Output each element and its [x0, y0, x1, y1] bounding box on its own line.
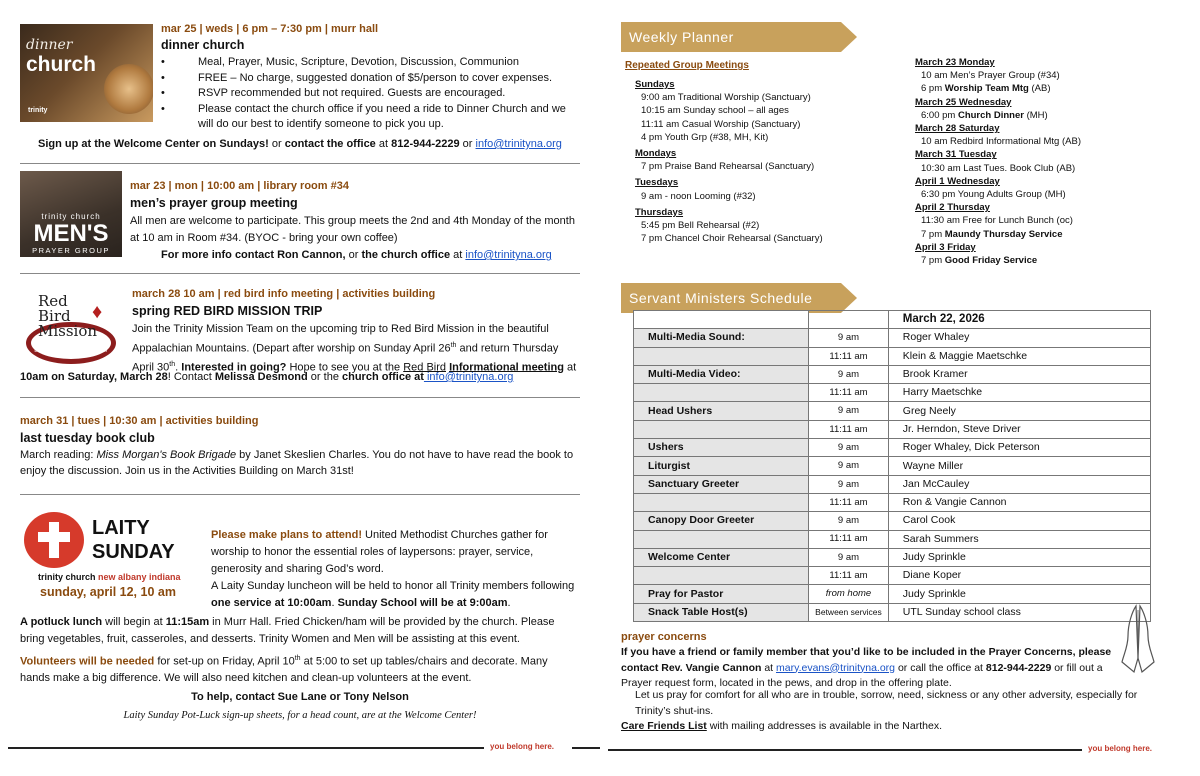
- list-item: • FREE – No charge, suggested donation of $5/person to cover expenses.: [161, 71, 581, 87]
- red-bird-logo-text: Red Bird Mission: [38, 292, 98, 340]
- day-group: Sundays 9:00 am Traditional Worship (Sanctuary) 10:15 am Sunday school – all ages 11:11 am Casual Worship (Sanctuary) 4 pm Youth Grp (#38, MH, Kit): [635, 79, 811, 143]
- event-item: 10:30 am Last Tues. Book Club (AB): [921, 162, 1076, 174]
- servant-ministers-banner: Servant Ministers Schedule: [621, 283, 841, 313]
- schedule-time: 9 am: [809, 365, 889, 383]
- servant-schedule-table: [633, 310, 1151, 622]
- prayer-title: prayer concerns: [621, 631, 707, 643]
- table-row: [634, 384, 1151, 402]
- dinner-logo-brand: trinity: [28, 107, 48, 114]
- footer-rule: [8, 747, 484, 749]
- redbird-contact: 10am on Saturday, March 28! Contact Melissa Desmond or the church office at info@trinityna.org: [20, 371, 514, 383]
- schedule-time: Between services: [809, 603, 889, 621]
- email-link[interactable]: info@trinityna.org: [465, 249, 552, 261]
- day-group: Thursdays 5:45 pm Bell Rehearsal (#2) 7 pm Chancel Choir Rehearsal (Sanctuary): [635, 206, 823, 245]
- table-row: [634, 493, 1151, 511]
- laity-volunteers: Volunteers will be needed for set-up on Friday, April 10th at 5:00 to set up tables/chairs and decorate. Many hands make a big difference. We will also need kitchen and clean-up volunteers at the event.: [20, 655, 548, 685]
- repeated-meetings-title: Repeated Group Meetings: [625, 60, 749, 71]
- laity-potluck: A potluck lunch will begin at 11:15am in Murr Hall. Fried Chicken/ham will be provided by the church. Please bring vegetables, fruit, casseroles, and desserts. Trinity Women and Men will be assisting at this event.: [20, 616, 555, 645]
- table-row: [634, 457, 1151, 475]
- mens-logo-bottom: PRAYER GROUP: [32, 246, 110, 256]
- dinner-logo-small: dinner: [26, 37, 73, 53]
- dinner-signup: Sign up at the Welcome Center on Sundays! or contact the office at 812-944-2229 or info@trinityna.org: [38, 138, 562, 150]
- mens-logo-top: trinity church: [41, 212, 101, 221]
- mens-header: mar 23 | mon | 10:00 am | library room #34: [130, 180, 349, 192]
- table-row: [634, 512, 1151, 530]
- schedule-name: Jan McCauley: [888, 475, 1150, 493]
- table-row: [634, 329, 1151, 347]
- event-item: 6:30 pm Young Adults Group (MH): [921, 189, 1066, 201]
- dinner-church-logo: [20, 24, 153, 122]
- red-bird-ring-text: Building on a Legacy of Faith: [34, 348, 108, 354]
- schedule-time: 9 am: [809, 457, 889, 475]
- schedule-name: Judy Sprinkle: [888, 548, 1150, 566]
- dated-events-list: March 23 Monday 10 am Men’s Prayer Group (#34) 6 pm Worship Team Mtg (AB) March 25 Wednesday 6:00 pm Church Dinner (MH) March 28 Saturday 10 am Redbird Informational Mtg (AB) March 31 Tuesday 10:30 am Last Tues. Book Club (AB) April 1 Wednesday 6:30 pm Young Adults Group (MH) April 2 Thursday 11:30 am Free for Lunch Bunch (oc) 7 pm Maundy Thursday Service April 3 Friday 7 pm Good Friday Service: [915, 56, 1185, 267]
- schedule-name: Brook Kramer: [888, 365, 1150, 383]
- table-row: [634, 567, 1151, 585]
- footer-tagline: you belong here.: [1088, 744, 1153, 753]
- day-group: Mondays 7 pm Praise Band Rehearsal (Sanctuary): [635, 148, 815, 173]
- redbird-body: Join the Trinity Mission Team on the upcoming trip to Red Bird Mission in the beautiful Appalachian Mountains. (Depart after worship on Sunday April 26th and return Thursday April 30th. Interested in going? Hope to see you at the Red Bird Informational meeting at: [132, 323, 577, 374]
- schedule-role: Liturgist: [634, 457, 809, 475]
- schedule-role: Canopy Door Greeter: [634, 512, 809, 530]
- schedule-name: Judy Sprinkle: [888, 585, 1150, 603]
- laity-contact: To help, contact Sue Lane or Tony Nelson: [191, 691, 409, 703]
- laity-church: trinity church new albany indiana: [38, 572, 181, 582]
- bookclub-title: last tuesday book club: [20, 431, 155, 445]
- schedule-time: 11:11 am: [809, 384, 889, 402]
- dinner-bullets: [161, 55, 581, 133]
- footer-rule: [572, 747, 600, 749]
- email-link[interactable]: info@trinityna.org: [423, 371, 514, 383]
- laity-logo-text: LAITY SUNDAY: [92, 517, 175, 563]
- schedule-time: 11:11 am: [809, 530, 889, 548]
- laity-sunday-logo: [22, 510, 204, 576]
- table-row: [634, 347, 1151, 365]
- schedule-role: [634, 384, 809, 402]
- dinner-header: mar 25 | weds | 6 pm – 7:30 pm | murr hall: [161, 23, 379, 35]
- schedule-role: Ushers: [634, 439, 809, 457]
- table-row: [634, 420, 1151, 438]
- schedule-role: Multi-Media Sound:: [634, 329, 809, 347]
- schedule-role: Sanctuary Greeter: [634, 475, 809, 493]
- divider: [20, 494, 580, 495]
- redbird-title: spring RED BIRD MISSION TRIP: [132, 304, 323, 318]
- schedule-role: Welcome Center: [634, 548, 809, 566]
- red-bird-logo: [22, 292, 120, 366]
- mens-contact: For more info contact Ron Cannon, or the church office at info@trinityna.org: [161, 249, 552, 261]
- red-bird-link[interactable]: Red Bird: [403, 361, 446, 374]
- divider: [20, 397, 580, 398]
- event-item: 7 pm Good Friday Service: [921, 255, 1038, 267]
- table-row: [634, 365, 1151, 383]
- laity-note: Laity Sunday Pot-Luck sign-up sheets, for a head count, are at the Welcome Center!: [123, 710, 477, 721]
- email-link[interactable]: info@trinityna.org: [475, 138, 562, 150]
- event-item: 10 am Men’s Prayer Group (#34): [921, 70, 1060, 82]
- table-row: [634, 548, 1151, 566]
- footer-tagline: you belong here.: [490, 742, 555, 751]
- schedule-role: Multi-Media Video:: [634, 365, 809, 383]
- info-meeting-link[interactable]: Informational meeting: [449, 361, 564, 374]
- care-friends-line: Care Friends List with mailing addresses is available in the Narthex.: [621, 720, 942, 732]
- schedule-name: Jr. Herndon, Steve Driver: [888, 420, 1150, 438]
- laity-plans: Please make plans to attend! United Methodist Churches gather for worship to honor the essential roles of laypersons: prayer, service, generosity and sharing God’s word.: [211, 529, 548, 575]
- event-item: 10 am Redbird Informational Mtg (AB): [921, 136, 1081, 148]
- mens-title: men’s prayer group meeting: [130, 196, 298, 210]
- laity-date: sunday, april 12, 10 am: [40, 585, 176, 599]
- footer-rule: [608, 749, 1082, 751]
- table-row: [634, 402, 1151, 420]
- prayer-body: If you have a friend or family member that you’d like to be included in the Prayer Concerns, please contact Rev. Vangie Cannon at mary.evans@trinityna.org or call the office at 812-944-2229 or fill out a Prayer request form, located in the pews, and drop in the offering plate.: [621, 646, 1112, 689]
- schedule-time: 9 am: [809, 475, 889, 493]
- schedule-role: [634, 347, 809, 365]
- list-item: • Meal, Prayer, Music, Scripture, Devotion, Discussion, Communion: [161, 55, 581, 71]
- table-row: [634, 475, 1151, 493]
- schedule-time: 9 am: [809, 512, 889, 530]
- schedule-name: Diane Koper: [888, 567, 1150, 585]
- bookclub-body: March reading: Miss Morgan's Book Brigade by Janet Skeslien Charles. You do not have to have read the book to enjoy the discussion. Join us in the Activities Building on March 31st!: [20, 449, 574, 477]
- dinner-title: dinner church: [161, 38, 245, 52]
- repeated-meetings-list: [635, 78, 905, 245]
- weekly-planner-banner: Weekly Planner: [621, 22, 841, 52]
- mens-logo-big: MEN'S: [33, 220, 109, 248]
- divider: [20, 273, 580, 274]
- bread-image: [104, 64, 153, 114]
- event-item: 11:30 am Free for Lunch Bunch (oc): [921, 215, 1073, 227]
- table-row: [634, 439, 1151, 457]
- schedule-body: [634, 329, 1151, 622]
- schedule-role: [634, 530, 809, 548]
- prayer-pray-line: Let us pray for comfort for all who are in trouble, sorrow, need, sickness or any other adversity, especially for Trinity’s shut-ins.: [635, 689, 1138, 717]
- schedule-role: [634, 567, 809, 585]
- schedule-time: from home: [809, 585, 889, 603]
- schedule-date: March 22, 2026: [888, 311, 1150, 329]
- event-item: 7 pm Maundy Thursday Service: [921, 228, 1063, 240]
- table-header-row: [634, 311, 1151, 329]
- schedule-role: Snack Table Host(s): [634, 603, 809, 621]
- schedule-name: Sarah Summers: [888, 530, 1150, 548]
- schedule-time: 9 am: [809, 439, 889, 457]
- schedule-time: 11:11 am: [809, 493, 889, 511]
- event-item: 6 pm Worship Team Mtg (AB): [921, 83, 1051, 95]
- laity-luncheon: A Laity Sunday luncheon will be held to honor all Trinity members following one service at 10:00am. Sunday School will be at 9:00am.: [211, 580, 575, 609]
- schedule-name: Harry Maetschke: [888, 384, 1150, 402]
- mens-body: All men are welcome to participate. This group meets the 2nd and 4th Monday of the month at 10 am in Room #34. (BYOC - bring your own coffee): [130, 215, 575, 244]
- redbird-header: march 28 10 am | red bird info meeting | activities building: [132, 288, 436, 300]
- schedule-name: Ron & Vangie Cannon: [888, 493, 1150, 511]
- schedule-name: Roger Whaley: [888, 329, 1150, 347]
- schedule-time: 11:11 am: [809, 567, 889, 585]
- schedule-name: Klein & Maggie Maetschke: [888, 347, 1150, 365]
- bookclub-header: march 31 | tues | 10:30 am | activities building: [20, 415, 259, 427]
- divider: [20, 163, 580, 164]
- schedule-time: 9 am: [809, 329, 889, 347]
- table-row: [634, 585, 1151, 603]
- schedule-role: [634, 493, 809, 511]
- day-group: Tuesdays 9 am - noon Looming (#32): [635, 177, 756, 202]
- praying-hands-icon: [1118, 602, 1158, 676]
- mens-prayer-logo: [20, 171, 122, 257]
- schedule-name: Roger Whaley, Dick Peterson: [888, 439, 1150, 457]
- schedule-time: 9 am: [809, 548, 889, 566]
- care-friends-link[interactable]: Care Friends List: [621, 720, 707, 732]
- schedule-name: Carol Cook: [888, 512, 1150, 530]
- schedule-time: 9 am: [809, 402, 889, 420]
- event-item: 6:00 pm Church Dinner (MH): [921, 109, 1048, 121]
- schedule-role: Head Ushers: [634, 402, 809, 420]
- dinner-logo-big: church: [26, 53, 97, 76]
- table-row: [634, 603, 1151, 621]
- cardinal-icon: ♦: [92, 301, 103, 323]
- table-row: [634, 530, 1151, 548]
- schedule-time: 11:11 am: [809, 420, 889, 438]
- schedule-role: [634, 420, 809, 438]
- schedule-name: Wayne Miller: [888, 457, 1150, 475]
- schedule-name: Greg Neely: [888, 402, 1150, 420]
- schedule-role: Pray for Pastor: [634, 585, 809, 603]
- schedule-time: 11:11 am: [809, 347, 889, 365]
- email-link[interactable]: mary.evans@trinityna.org: [776, 661, 896, 674]
- list-item: • RSVP recommended but not required. Guests are encouraged.: [161, 86, 581, 102]
- schedule-name: UTL Sunday school class: [888, 603, 1150, 621]
- list-item: • Please contact the church office if you need a ride to Dinner Church and we will do our best to identify someone to pick you up.: [161, 102, 581, 133]
